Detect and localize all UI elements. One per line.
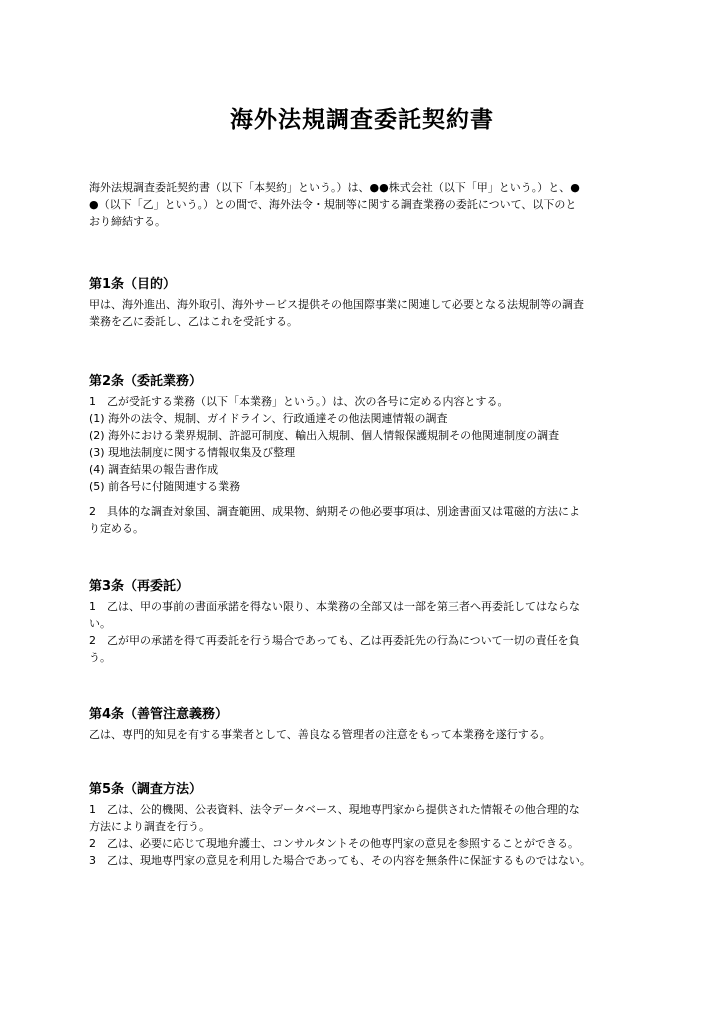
article-text-line: 方法により調査を行う。 xyxy=(89,820,210,833)
preamble-line: ●（以下「乙」という。）との間で、海外法令・規制等に関する調査業務の委託について、以下のと xyxy=(89,198,577,211)
preamble-line: 海外法規調査委託契約書（以下「本契約」という。）は、●●株式会社（以下「甲」という。）と、● xyxy=(89,181,580,194)
list-item: (5) 前各号に付随関連する業務 xyxy=(89,480,241,493)
article-2 xyxy=(89,373,649,537)
list-item: (1) 海外の法令、規制、ガイドライン、行政通達その他法関連情報の調査 xyxy=(89,412,448,425)
article-text-line: 1 乙が受託する業務（以下「本業務」という。）は、次の各号に定める内容とする。 xyxy=(89,395,509,408)
paragraph-gap xyxy=(89,495,649,503)
article-text-line: 2 乙が甲の承諾を得て再委託を行う場合であっても、乙は再委託先の行為について一切の責任を負 xyxy=(89,634,580,647)
article-text-line: い。 xyxy=(89,617,111,630)
document-title: 海外法規調査委託契約書 xyxy=(230,107,494,133)
article-text-line: 乙は、専門的知見を有する事業者として、善良なる管理者の注意をもって本業務を遂行する。 xyxy=(89,728,551,741)
article-1 xyxy=(89,276,649,330)
article-text-line: 3 乙は、現地専門家の意見を利用した場合であっても、その内容を無条件に保証するものではない。 xyxy=(89,854,591,867)
list-item: (2) 海外における業界規制、許認可制度、輸出入規制、個人情報保護規制その他関連制度の調査 xyxy=(89,429,560,442)
preamble xyxy=(89,179,649,230)
article-text-line: 甲は、海外進出、海外取引、海外サービス提供その他国際事業に関連して必要となる法規制等の調査 xyxy=(89,298,584,311)
article-4 xyxy=(89,706,649,743)
preamble-line: おり締結する。 xyxy=(89,215,166,228)
article-heading: 第4条（善管注意義務） xyxy=(89,707,229,722)
article-3 xyxy=(89,578,649,666)
article-heading: 第2条（委託業務） xyxy=(89,374,203,389)
article-text-line: 2 乙は、必要に応じて現地弁護士、コンサルタントその他専門家の意見を参照することができる。 xyxy=(89,837,580,850)
list-item: (4) 調査結果の報告書作成 xyxy=(89,463,219,476)
article-text-line: 業務を乙に委託し、乙はこれを受託する。 xyxy=(89,315,298,328)
article-text-line: り定める。 xyxy=(89,522,144,535)
article-heading: 第1条（目的） xyxy=(89,277,177,292)
article-heading: 第3条（再委託） xyxy=(89,579,190,594)
article-5 xyxy=(89,781,649,869)
article-text-line: 2 具体的な調査対象国、調査範囲、成果物、納期その他必要事項は、別途書面又は電磁的方法によ xyxy=(89,505,580,518)
article-text-line: 1 乙は、公的機関、公表資料、法令データベース、現地専門家から提供された情報その他合理的な xyxy=(89,803,580,816)
list-item: (3) 現地法制度に関する情報収集及び整理 xyxy=(89,446,296,459)
article-text-line: 1 乙は、甲の事前の書面承諾を得ない限り、本業務の全部又は一部を第三者へ再委託してはならな xyxy=(89,600,580,613)
article-text-line: う。 xyxy=(89,651,111,664)
article-heading: 第5条（調査方法） xyxy=(89,782,203,797)
